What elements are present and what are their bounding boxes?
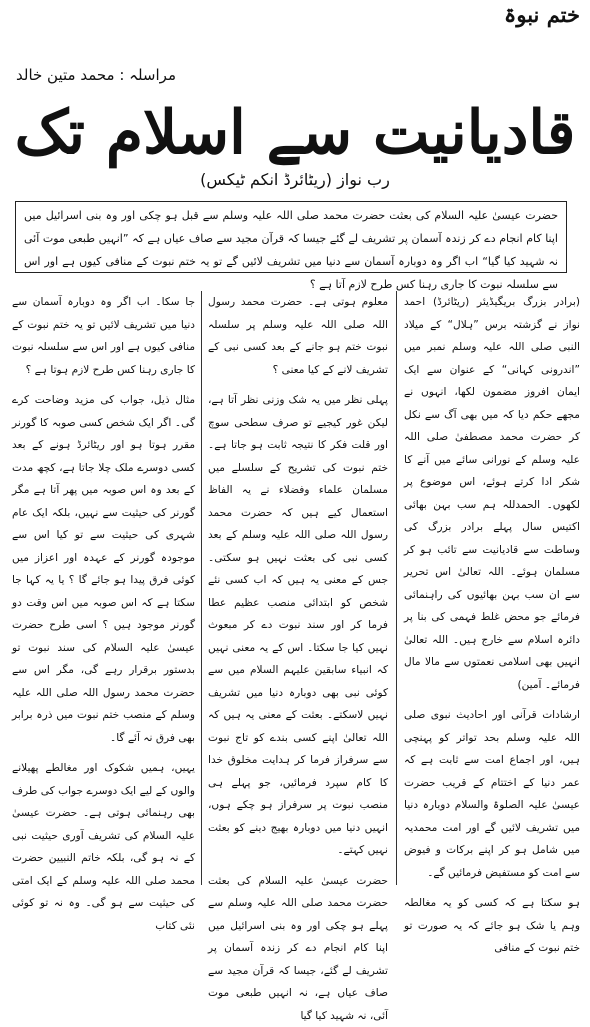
paragraph: جا سکا۔ اب اگر وہ دوبارہ آسمان سے دنیا میں تشریف لائیں تو یہ ختم نبوت کے منافی کیوں ہے اور اس سے سلسلہ نبوت کا جاری رہنا کس طرح لازم ہوتا ہے ؟ bbox=[12, 291, 195, 381]
paragraph: حضرت عیسیٰ علیہ السلام کی بعثت حضرت محمد صلی اللہ علیہ وسلم سے پہلے ہو چکی اور وہ بنی اسرائیل میں اپنا کام انجام دے کر زندہ آسمان پر تشریف لے گئے، جیسا کہ قرآن مجید سے صاف عیاں ہے، نہ انہیں طبعی موت آئی، نہ شہید کیا گیا bbox=[208, 870, 388, 1027]
magazine-logo: ختم نبوۃ bbox=[504, 2, 580, 27]
column-divider bbox=[201, 291, 202, 885]
column-right bbox=[404, 291, 580, 885]
paragraph: معلوم ہوتی ہے۔ حضرت محمد رسول اللہ صلی اللہ علیہ وسلم پر سلسلہ نبوت ختم ہو جانے کے بعد کسی نبی کے تشریف لانے کے کیا معنی ؟ bbox=[208, 291, 388, 381]
column-middle bbox=[208, 291, 388, 885]
paragraph: یہیں، ہمیں شکوک اور مغالطے پھیلانے والوں کے لیے ایک دوسرے جواب کی طرف بھی رہنمائی ہوتی ہے۔ حضرت عیسیٰ علیہ السلام کی تشریف آوری حیثیت نبی کے نہ ہو گی، بلکہ خاتم النبیین حضرت محمد صلی اللہ علیہ وسلم کے ایک امتی کی حیثیت سے ہو گی۔ وہ نہ تو کوئی نئی کتاب bbox=[12, 757, 195, 937]
paragraph: پہلی نظر میں یہ شک وزنی نظر آتا ہے، لیکن غور کیجیے تو صرف سطحی سوچ اور قلت فکر کا نتیجہ ثابت ہو جاتا ہے۔ ختم نبوت کی تشریح کے سلسلے میں مسلمان علماء وفضلاء نے یہ الفاظ استعمال کیے ہیں کہ حضرت محمد رسول اللہ صلی اللہ علیہ وسلم کے بعد کسی نبی کی بعثت نہیں ہو سکتی۔ جس کے معنی یہ ہیں کہ اب کسی نئے شخص کو ابتدائی منصب عظیم عطا فرما کر اور سند نبوت دے کر مبعوث نہیں کیا جا سکتا۔ اس کے یہ معنی نہیں کہ انبیاء سابقین علیہم السلام میں سے کوئی نبی بھی دوبارہ دنیا میں تشریف نہیں لاسکتے۔ بعثت کے معنی یہ ہیں کہ اللہ تعالیٰ اپنے کسی بندے کو تاج نبوت سے سرفراز فرما کر ہدایت مخلوق خدا کا کام سپرد فرمائیں، جو پہلے ہی منصب نبوت پر سرفراز ہو چکے ہوں، انہیں دنیا میں دوبارہ بھیج دینے کو بعثت نہیں کہتے۔ bbox=[208, 389, 388, 862]
intro-text: حضرت عیسیٰ علیہ السلام کی بعثت حضرت محمد صلی اللہ علیہ وسلم سے قبل ہو چکی اور وہ بنی اسرائیل میں اپنا کام انجام دے کر زندہ آسمان پر تشریف لے گئے جیسا کہ قرآن مجید سے صاف عیاں ہے کہ ”انہیں طبعی موت آئی نہ شہید کیا گیا“ اب اگر وہ دوبارہ آسمان سے دنیا میں تشریف لائیں گے تو یہ ختم نبوت کے منافی کیوں ہے اور اس سے سلسلہ نبوت کا جاری رہنا کس طرح لازم آتا ہے ؟ bbox=[24, 204, 558, 296]
paragraph: ہو سکتا ہے کہ کسی کو یہ مغالطہ وہم یا شک ہو جائے کہ یہ صورت تو ختم نبوت کے منافی bbox=[404, 892, 580, 960]
column-left bbox=[12, 291, 195, 885]
column-divider bbox=[396, 291, 397, 885]
paragraph: ارشادات قرآنی اور احادیث نبوی صلی اللہ علیہ وسلم بحد تواتر کو پہنچی ہیں، اور اجماع امت سے ثابت ہے کہ عمر دنیا کے اختتام کے قریب حضرت عیسیٰ علیہ الصلوۃ والسلام دوبارہ دنیا میں تشریف لائیں گے اور امت محمدیہ میں شامل ہو کر اپنے برکات و فیوض سے امت کو مستفیض فرمائیں گے۔ bbox=[404, 704, 580, 884]
paragraph: (برادر بزرگ بریگیڈیئر (ریٹائرڈ) احمد نواز نے گزشتہ برس ”ہلال“ کے میلاد النبی صلی اللہ علیہ وسلم نمبر میں ”اندرونی کہانی“ کے عنوان سے ایک ایمان افروز مضمون لکھا، انہوں نے مجھے حکم دیا کہ میں بھی آگ سے نکل کر حضرت محمد مصطفیٰ صلی اللہ علیہ وسلم کے نورانی سائے میں آنے کا شکر ادا کرتے ہوئے، اس موضوع پر لکھوں۔ الحمدللہ ہم سب بہن بھائی اکتیس سال پہلے برادر بزرگ کی وساطت سے قادیانیت سے تائب ہو کر مسلمان ہوئے۔ اللہ تعالیٰ اس تحریر سے ان سب بہن بھائیوں کی راہنمائی فرمائے جو محض غلط فہمی کی بنا پر دائرہ اسلام سے خارج ہیں۔ اللہ تعالیٰ انہیں بھی اسلامی نعمتوں سے مالا مال فرمائے۔ آمین) bbox=[404, 291, 580, 696]
paragraph: مثال ذیل، جواب کی مزید وضاحت کرے گی۔ اگر ایک شخص کسی صوبہ کا گورنر مقرر ہوتا ہو اور ریٹائرڈ ہونے کے بعد کسی دوسرے ملک چلا جاتا ہے، کچھ مدت کے بعد وہ اس صوبہ میں پھر آتا ہے مگر گورنر کی حیثیت سے نہیں، بلکہ ایک عام شہری کی حیثیت سے تو کیا اس سے موجودہ گورنر کے عہدہ اور اعزاز میں کوئی فرق پیدا ہو جائے گا ؟ یا یہ کہا جا سکتا ہے کہ اس صوبہ میں اس وقت دو گورنر موجود ہیں ؟ اسی طرح حضرت عیسیٰ علیہ السلام کی سند نبوت تو بدستور برقرار رہے گی، مگر اس سے حضرت محمد رسول اللہ صلی اللہ علیہ وسلم کے منصب ختم نبوت میں ذرہ برابر بھی فرق نہ آئے گا۔ bbox=[12, 389, 195, 749]
intro-box bbox=[15, 201, 567, 273]
article-title: قادیانیت سے اسلام تک bbox=[0, 98, 590, 168]
correspondent-credit: مراسلہ : محمد متین خالد bbox=[16, 66, 176, 84]
author-byline: رب نواز (ریٹائرڈ انکم ٹیکس) bbox=[0, 170, 590, 189]
